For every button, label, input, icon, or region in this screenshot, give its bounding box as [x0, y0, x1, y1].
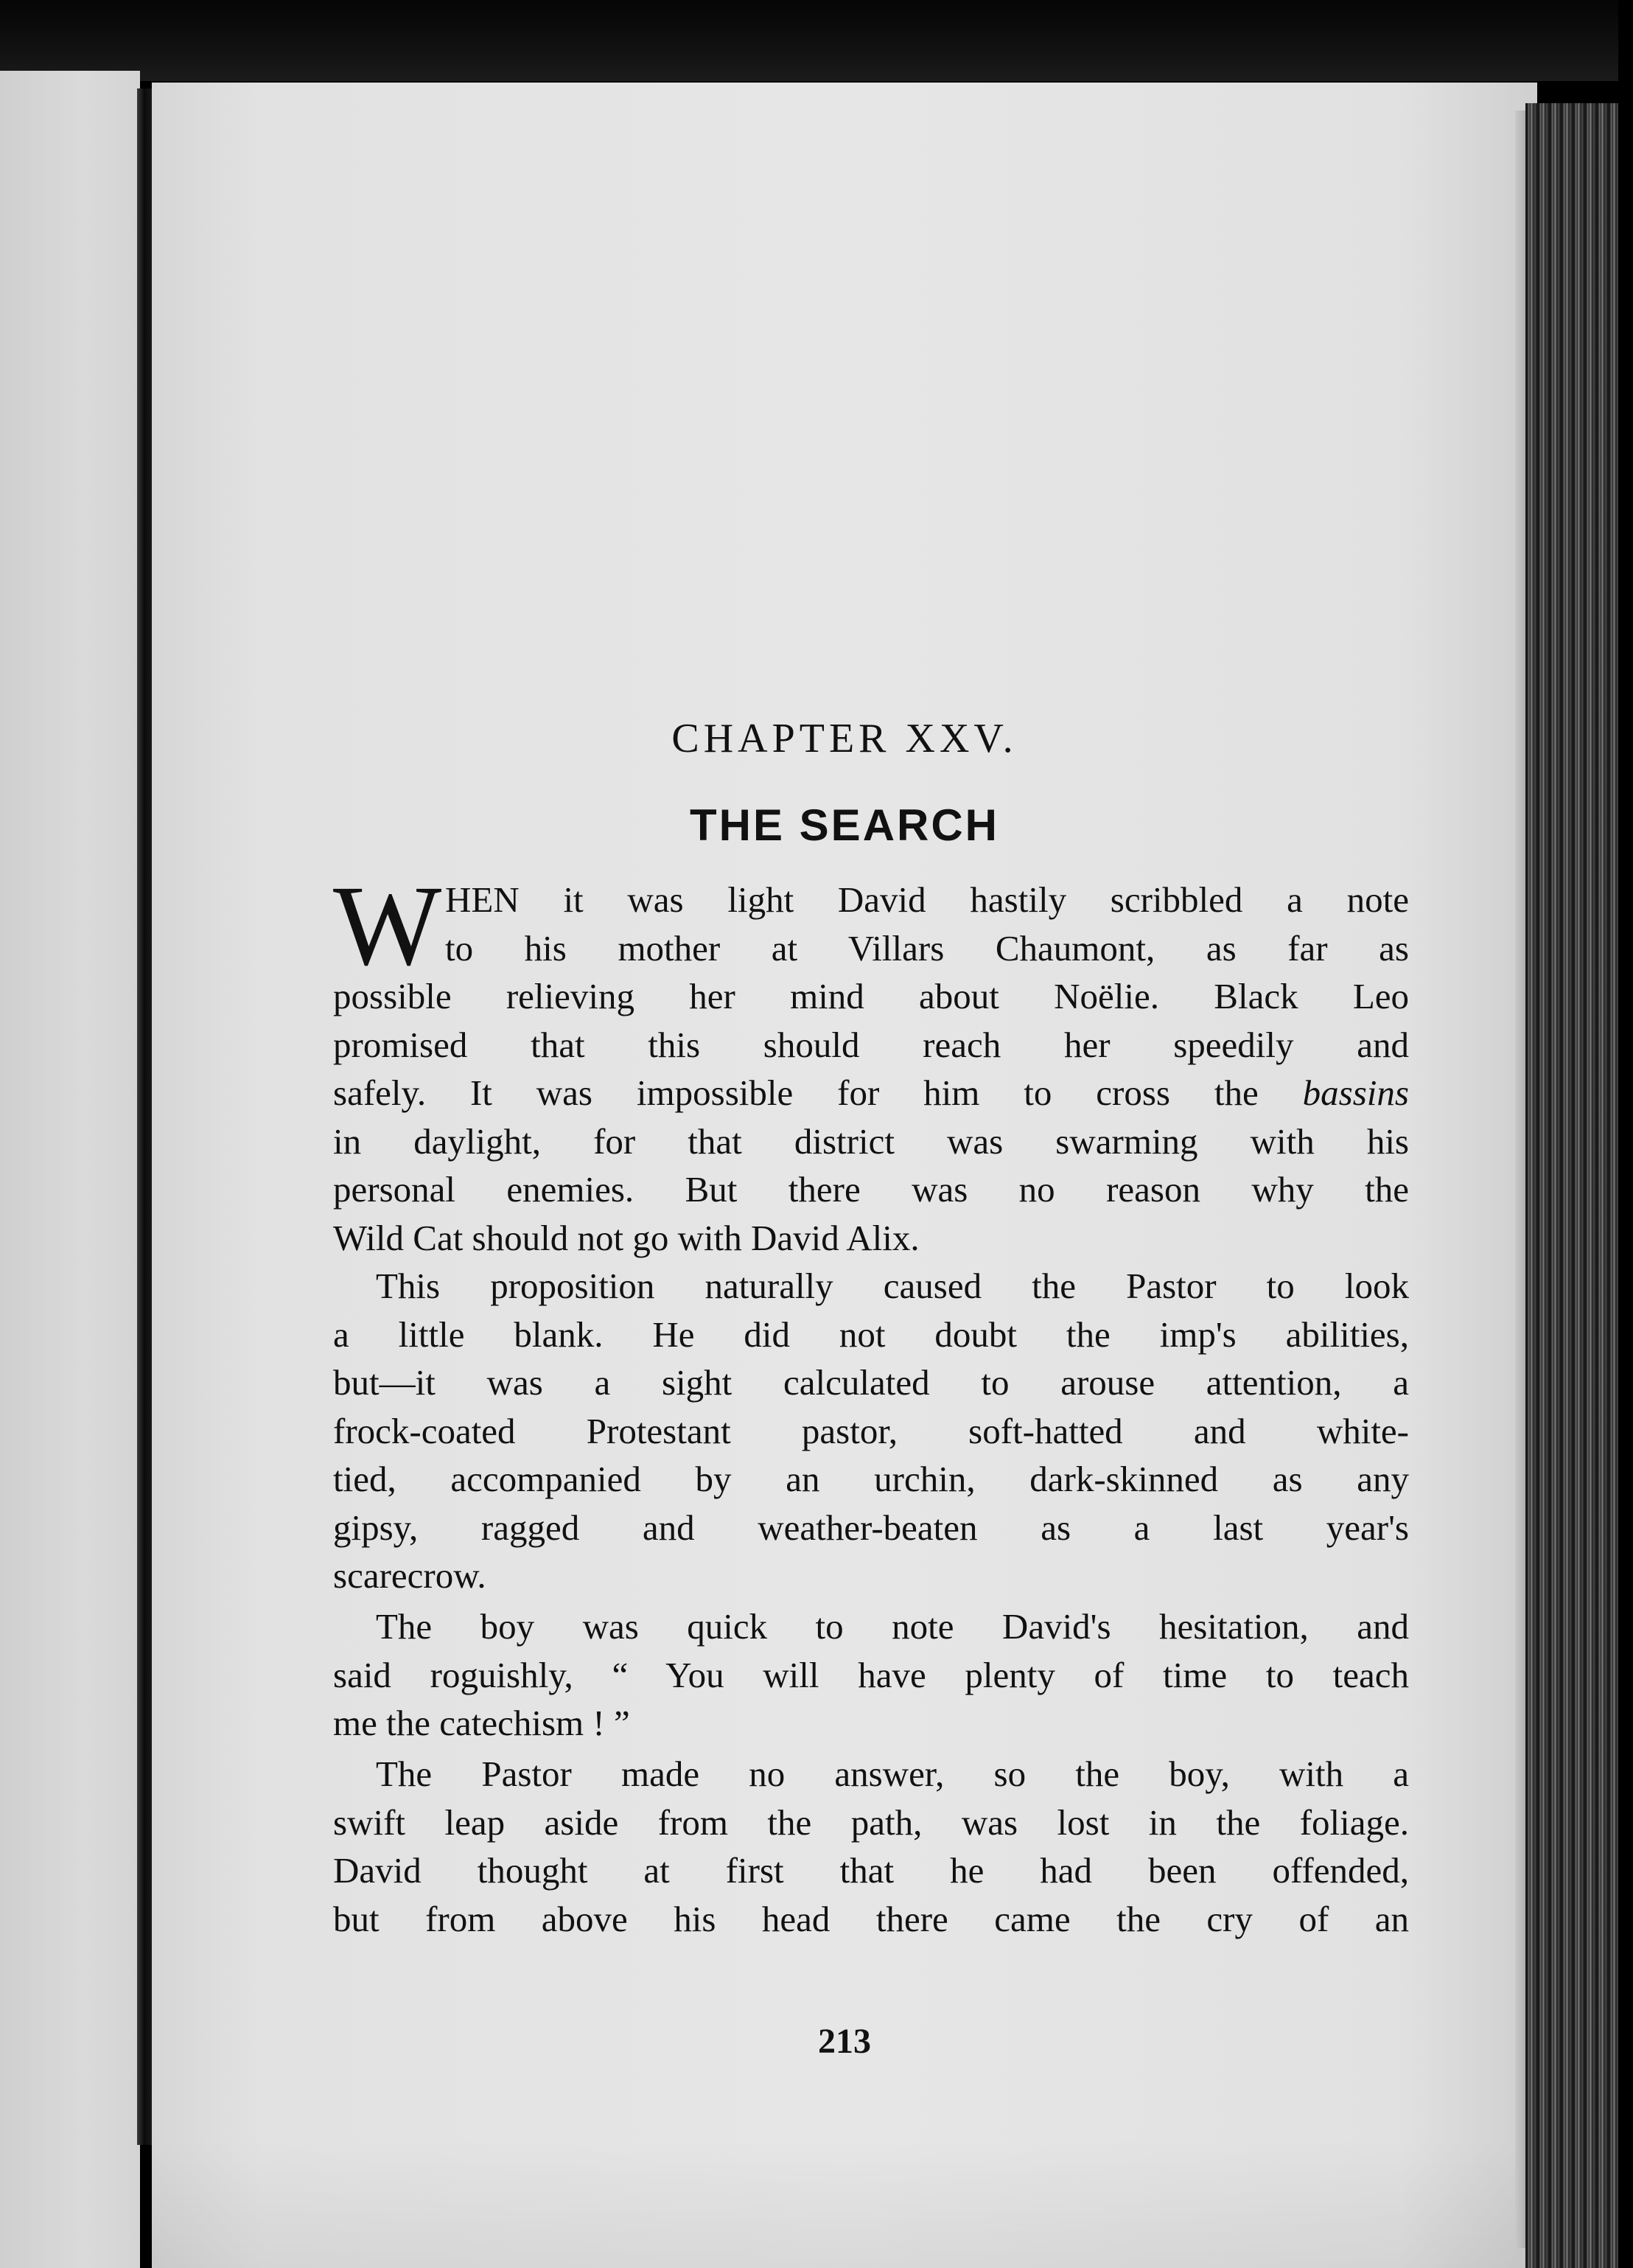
page-number: 213 — [818, 2022, 871, 2061]
page-edges-stack — [1525, 103, 1633, 2268]
text-line: scarecrow. — [333, 1555, 486, 1596]
text-line: a little blank. He did not doubt the imp's abilities, — [333, 1313, 1409, 1355]
text-segment: safely. It was impossible for him to cross the — [333, 1072, 1259, 1113]
scanner-background-right — [1618, 0, 1633, 2268]
text-line: This proposition naturally caused the Pastor to look — [376, 1266, 1409, 1306]
text-line: gipsy, ragged and weather-beaten as a last year's — [333, 1507, 1409, 1548]
scanner-background-top — [0, 0, 1633, 81]
text-line: said roguishly, “ You will have plenty of time to teach — [333, 1654, 1409, 1695]
page-content — [152, 83, 1537, 2268]
paragraph-2 — [333, 1262, 1409, 1600]
text-line: possible relieving her mind about Noëlie. Black Leo — [333, 976, 1409, 1016]
italic-word: bassins — [1302, 1072, 1409, 1113]
text-line-with-italic — [333, 1069, 1409, 1117]
paragraph-1-body — [333, 972, 1409, 1262]
text-line: promised that this should reach her speedily and — [333, 1024, 1409, 1065]
text-line: The boy was quick to note David's hesitation, and — [376, 1606, 1409, 1647]
book-gutter — [137, 88, 153, 2145]
paragraph-3 — [333, 1602, 1409, 1748]
previous-page-edge — [0, 71, 140, 2268]
text-line: me the catechism ! ” — [333, 1703, 630, 1743]
paragraph-4 — [333, 1750, 1409, 1943]
paragraph-1-head — [445, 876, 1409, 972]
text-line: swift leap aside from the path, was lost in the foliage. — [333, 1801, 1409, 1843]
text-line: David thought at first that he had been offended, — [333, 1850, 1409, 1891]
text-line: to his mother at Villars Chaumont, as far as — [445, 927, 1409, 969]
text-line: frock-coated Protestant pastor, soft-hatted and white- — [333, 1410, 1409, 1451]
text-line: The Pastor made no answer, so the boy, with a — [376, 1754, 1409, 1794]
text-line: HEN it was light David hastily scribbled a note — [445, 879, 1409, 920]
text-line: tied, accompanied by an urchin, dark-skinned as any — [333, 1459, 1409, 1499]
text-line: Wild Cat should not go with David Alix. — [333, 1217, 920, 1258]
text-line: personal enemies. But there was no reason why the — [333, 1169, 1409, 1210]
text-line: but from above his head there came the cry of an — [333, 1898, 1409, 1939]
text-line: in daylight, for that district was swarming with his — [333, 1120, 1409, 1162]
drop-cap: W — [333, 862, 442, 989]
text-line: but—it was a sight calculated to arouse attention, a — [333, 1362, 1409, 1403]
chapter-title: THE SEARCH — [689, 800, 1000, 850]
chapter-number: CHAPTER XXV. — [671, 716, 1018, 761]
